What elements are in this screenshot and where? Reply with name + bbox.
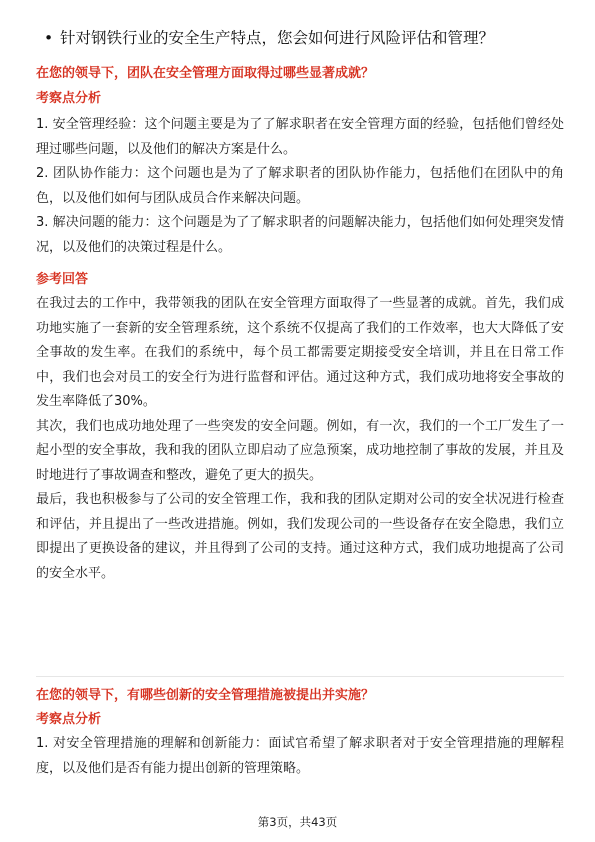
section-1-question: 在您的领导下，团队在安全管理方面取得过哪些显著成就？ [36,66,375,81]
bullet-icon: • [44,29,54,47]
answer-paragraph-2: 其次，我们也成功地处理了一些突发的安全问题。例如，有一次，我们的一个工厂发生了一起小型的安全事故，我和我的团队立即启动了应急预案，成功地控制了事故的发展，并且及时地进行了事故调查和整改，避免了更大的损失。 [36,418,564,483]
section-1-answer-heading: 参考回答 [36,272,89,287]
answer-paragraph-3: 最后，我也积极参与了公司的安全管理工作，我和我的团队定期对公司的安全状况进行检查和评估，并且提出了一些改进措施。例如，我们发现公司的一些设备存在安全隐患，我们立即提出了更换设备的建议，并且得到了公司的支持。通过这种方式，我们成功地提高了公司的安全水平。 [36,492,564,581]
section-2-question: 在您的领导下，有哪些创新的安全管理措施被提出并实施？ [36,688,375,703]
analysis-point-3: 3. 解决问题的能力：这个问题是为了了解求职者的问题解决能力，包括他们如何处理突发情况，以及他们的决策过程是什么。 [36,215,564,255]
section-1 [36,64,564,586]
analysis-point-1: 1. 安全管理经验：这个问题主要是为了了解求职者在安全管理方面的经验，包括他们曾经处理过哪些问题，以及他们的解决方案是什么。 [36,117,564,157]
section-2-analysis-point-1: 1. 对安全管理措施的理解和创新能力：面试官希望了解求职者对于安全管理措施的理解程度，以及他们是否有能力提出创新的管理策略。 [36,736,564,776]
top-question-bullet [44,27,564,49]
page-footer: 第3页，共43页 [257,815,338,829]
section-1-analysis-heading: 考察点分析 [36,91,102,106]
section-2-analysis-heading: 考察点分析 [36,712,102,727]
top-question-text: 针对钢铁行业的安全生产特点，您会如何进行风险评估和管理？ [60,29,495,47]
analysis-point-2: 2. 团队协作能力：这个问题也是为了了解求职者的团队协作能力，包括他们在团队中的角色，以及他们如何与团队成员合作来解决问题。 [36,166,564,206]
section-2 [36,686,564,781]
section-divider [36,676,564,677]
answer-paragraph-1: 在我过去的工作中，我带领我的团队在安全管理方面取得了一些显著的成就。首先，我们成功地实施了一套新的安全管理系统，这个系统不仅提高了我们的工作效率，也大大降低了安全事故的发生率。在我们的系统中，每个员工都需要定期接受安全培训，并且在日常工作中，我们也会对员工的安全行为进行监督和评估。通过这种方式，我们成功地将安全事故的发生率降低了30%。 [36,296,564,409]
